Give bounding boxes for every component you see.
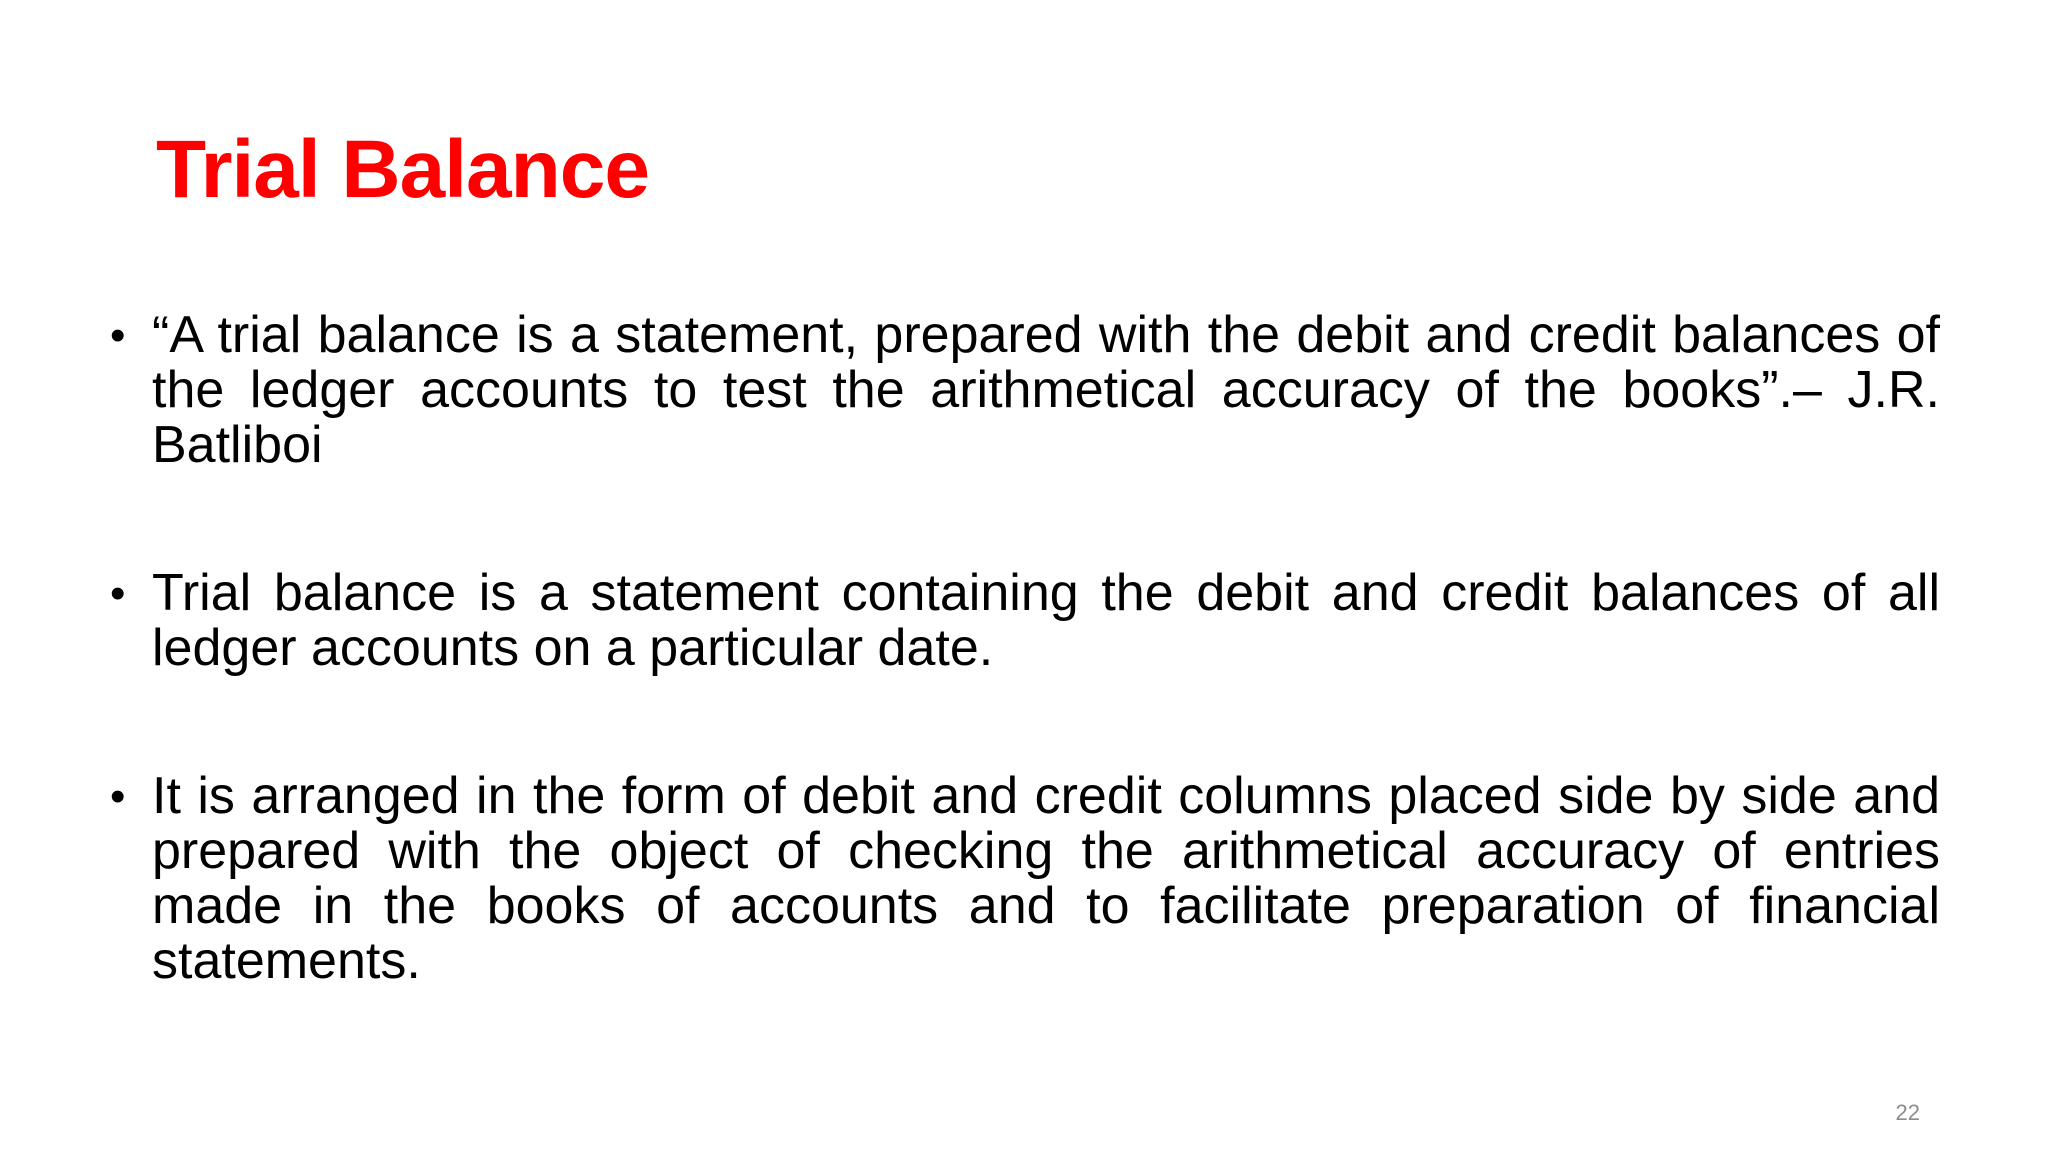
bullet-list bbox=[110, 308, 1940, 989]
bullet-icon: • bbox=[110, 569, 126, 618]
bullet-text: “A trial balance is a statement, prepared with the debit and credit balances of the ledger accounts to test the arithmetical accuracy of the books”.– J.R. Batliboi bbox=[152, 306, 1940, 474]
bullet-item-definition bbox=[110, 308, 1940, 473]
slide-title: Trial Balance bbox=[156, 124, 649, 215]
bullet-icon: • bbox=[110, 772, 126, 821]
bullet-item-statement bbox=[110, 566, 1940, 676]
bullet-text: Trial balance is a statement containing the debit and credit balances of all ledger accounts on a particular date. bbox=[152, 564, 1940, 677]
bullet-text: It is arranged in the form of debit and credit columns placed side by side and prepared with the object of checking the arithmetical accuracy of entries made in the books of accounts and to facilitate preparation of financial statements. bbox=[152, 767, 1940, 990]
bullet-item-arrangement bbox=[110, 769, 1940, 989]
page-number: 22 bbox=[1895, 1100, 1920, 1125]
bullet-icon: • bbox=[110, 311, 126, 360]
